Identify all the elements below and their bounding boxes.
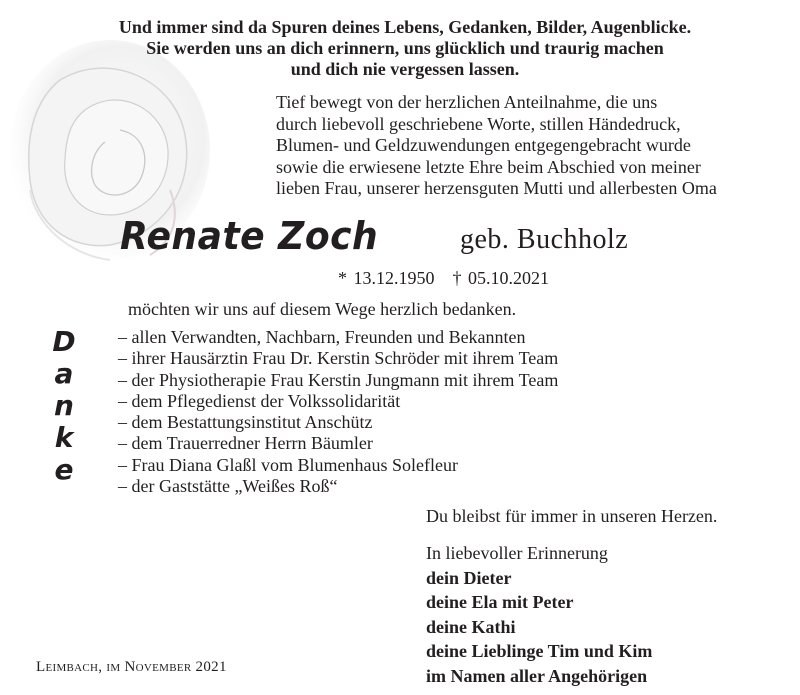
danke-letter: D [52, 325, 76, 358]
signoff-name: dein Dieter [426, 567, 512, 588]
list-item: – dem Trauerredner Herrn Bäumler [118, 433, 373, 454]
intro-line: lieben Frau, unserer herzensguten Mutti und allerbesten Oma [276, 178, 717, 198]
list-item: – Frau Diana Glaßl vom Blumenhaus Solefleur [118, 454, 458, 475]
intro-paragraph [276, 92, 796, 200]
thanks-list [118, 327, 558, 497]
signoff-block [426, 541, 652, 688]
intro-line: sowie die erwiesene letzte Ehre beim Abschied von meiner [276, 156, 701, 177]
danke-letter: k [54, 421, 74, 454]
place-date: Leimbach, im November 2021 [36, 659, 227, 675]
birth-date: * 13.12.1950 [338, 268, 435, 288]
life-dates [338, 268, 549, 289]
maiden-name: geb. Buchholz [460, 224, 629, 255]
death-date: † 05.10.2021 [452, 268, 549, 288]
motto-verse [60, 17, 750, 80]
signoff-name: im Namen aller Angehörigen [426, 665, 648, 686]
signoff-name: deine Kathi [426, 616, 516, 637]
list-item: – ihrer Hausärztin Frau Dr. Kerstin Schröder mit ihrem Team [118, 348, 559, 369]
danke-letter: a [54, 357, 74, 390]
signoff-intro: In liebevoller Erinnerung [426, 543, 608, 563]
closing-line: Du bleibst für immer in unseren Herzen. [426, 506, 718, 526]
list-item: – dem Bestattungsinstitut Anschütz [118, 412, 373, 433]
thanks-line: möchten wir uns auf diesem Wege herzlich bedanken. [128, 299, 517, 319]
list-item: – der Physiotherapie Frau Kerstin Jungmann mit ihrem Team [118, 369, 559, 390]
motto-line: Und immer sind da Spuren deines Lebens, Gedanken, Bilder, Augenblicke. [118, 17, 692, 37]
danke-vertical-word [48, 326, 80, 486]
deceased-name-row [120, 214, 760, 264]
signoff-name: deine Lieblinge Tim und Kim [426, 641, 653, 661]
list-item: – der Gaststätte „Weißes Roß“ [118, 476, 338, 497]
signoff-name: deine Ela mit Peter [426, 592, 574, 612]
deceased-name: Renate Zoch [120, 214, 379, 258]
list-item: – allen Verwandten, Nachbarn, Freunden und Bekannten [118, 327, 526, 347]
intro-line: Tief bewegt von der herzlichen Anteilnahme, die uns [276, 92, 658, 112]
danke-letter: n [54, 389, 74, 422]
list-item: – dem Pflegedienst der Volkssolidarität [118, 390, 401, 411]
intro-line: durch liebevoll geschriebene Worte, stillen Händedruck, [276, 113, 681, 134]
intro-line: Blumen- und Geldzuwendungen entgegengebracht wurde [276, 135, 691, 155]
motto-line: und dich nie vergessen lassen. [290, 59, 520, 79]
motto-line: Sie werden uns an dich erinnern, uns glücklich und traurig machen [146, 38, 664, 58]
danke-letter: e [54, 453, 74, 486]
